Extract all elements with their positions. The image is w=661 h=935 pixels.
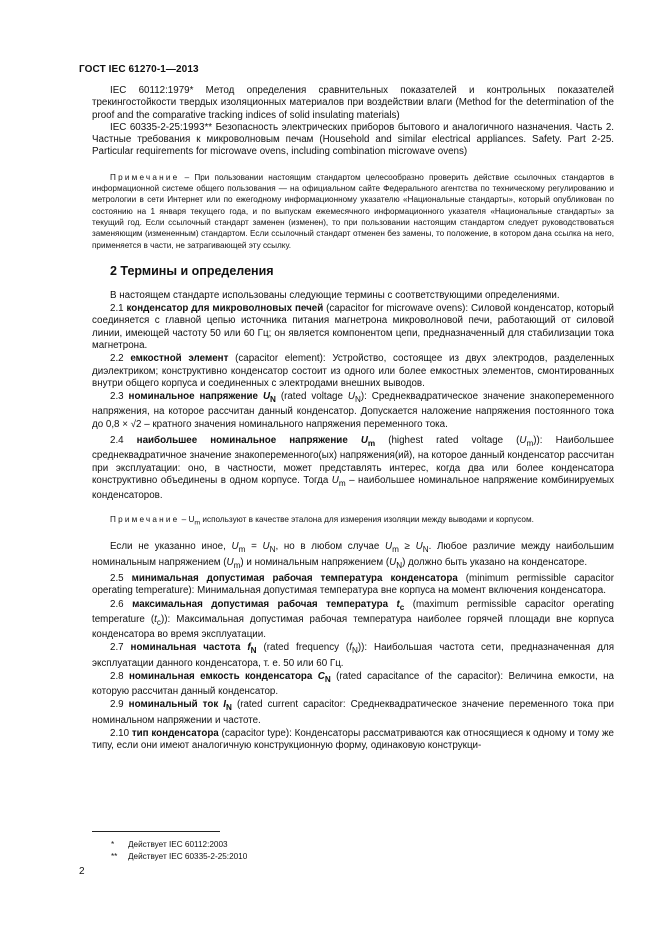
term-name: емкостной элемент [130, 353, 229, 365]
reference-iec-60112: IEC 60112:1979* Метод определения сравнительных показателей и контрольных показателей трекингостойкости твердых изоляционных материалов при воздействии влаги (Method for the determination of the proof and the comparative tracking indices of solid insulating materials) [92, 85, 614, 121]
symbol: U [262, 391, 271, 403]
note-label: Примечание [110, 515, 180, 525]
section-intro: В настоящем стандарте использованы следующие термины с соответствующими определениями. [110, 289, 560, 301]
term-2-7: 2.7 номинальная частота $f_N$ (rated frequency $(f_N)$): Наибольшая частота сети, предназначенная для эксплуатации данного конденсатора, т. е. 50 или 60 Гц. [92, 642, 615, 669]
document-header: ГОСТ IEC 61270-1—2013 [79, 64, 199, 75]
term-name: номинальная емкость конденсатора [129, 670, 313, 682]
term-2-2: 2.2 емкостной элемент (capacitor element): Устройство, состоящее из двух электродов, разделенных диэлектриком; конструктивно конденсатор состоит из одного или более емкостных элементов, смонтированных внутри общего корпуса и соединенных с электродами внешних выводов. [92, 353, 615, 389]
term-name: минимальная допустимая рабочая температура конденсатора [131, 572, 458, 584]
term-name: наибольшее номинальное напряжение [136, 435, 348, 447]
term-name: тип конденсатора [131, 727, 219, 739]
symbol: t [396, 598, 400, 610]
term-2-1: 2.1 конденсатор для микроволновых печей (capacitor for microwave ovens): Силовой конденсатор, который соединяется с главной цепью источника питания магнетрона микроволновой печи, работающий от силовой линии, имеющей частоту 50 или 60 Гц; он является компонентом цепи, предназначенный для стабилизации тока магнетрона. [92, 303, 614, 352]
note-reference-standards [92, 172, 614, 251]
note-label: Примечание [110, 172, 180, 182]
symbol: f [247, 642, 251, 654]
term-2-9: 2.9 номинальный ток $I_N$ (rated current capacitor: Среднеквадратическое значение переменного тока при номинальном напряжении и частоте. [92, 699, 614, 726]
page-number: 2 [79, 866, 85, 877]
term-2-6: 2.6 максимальная допустимая рабочая температура $t_c$ (maximum permissible capacitor operating temperature $(t_c)$): Максимальная допустимая рабочая температура наиболее горячей площади вне корпуса конденсатора во время эксплуатации. [92, 598, 614, 640]
main-content [92, 85, 614, 753]
term-name: максимальная допустимая рабочая температура [132, 598, 389, 610]
term-name: номинальная частота [130, 642, 241, 654]
term-2-5: 2.5 минимальная допустимая рабочая температура конденсатора (minimum permissible capacitor operating temperature): Минимальная допустимая температура вне корпуса на момент включения конденсатора. [92, 572, 615, 597]
term-name: номинальный ток [128, 699, 219, 711]
term-2-8: 2.8 номинальная емкость конденсатора $C_N$ (rated capacitance of the capacitor): Величина емкости, на которую рассчитан данный конденсатор. [92, 670, 614, 698]
term-name: номинальное напряжение [128, 391, 258, 403]
footnote-divider [92, 831, 220, 832]
section-title: 2 Термины и определения [110, 263, 274, 278]
term-2-4: 2.4 наибольшее номинальное напряжение $U_m$ (highest rated voltage $(U_m)$): Наибольшее среднеквадратичное значение знакопеременного(ых) напряжения(ий), на которое данный конденсатор рассчитан при эксплуатации: оно, в частности, может представлять интерес, когда два или более конденсатора конструктивно объединены в одном корпусе. Тогда $U_m$ – наибольшее номинальное напряжение комбинируемых конденсаторов. [92, 435, 614, 502]
term-2-3: 2.3 номинальное напряжение $U_N$ (rated voltage $U_N$): Среднеквадратическое значение знакопеременного напряжения, на которое рассчитан данный конденсатор. Допускается наложение напряжения постоянного тока до 0,8 × √2 – кратного значения номинального напряжения переменного тока. [92, 391, 614, 430]
footnote: * Действует IEC 60112:2003 [111, 840, 228, 849]
footnotes [111, 839, 247, 862]
paragraph-um-un: Если не указанно иное, $U_m = U_N$, но в любом случае $U_m \ge U_N$. Любое различие между наибольшим номинальным напряжением $(U_m)$ и номинальным напряжением $(U_N)$ должно быть указано на конденсаторе. [92, 541, 614, 570]
footnote: ** Действует IEC 60335-2-25:2010 [111, 851, 248, 861]
symbol: C [317, 670, 325, 682]
reference-iec-60335: IEC 60335-2-25:1993** Безопасность электрических приборов бытового и аналогичного назначения. Часть 2. Частные требования к микроволновым печам (Household and similar electrical appliances. Safety. Part 2-25. Particular requirements for microwave ovens, including combination microwave ovens) [92, 121, 614, 158]
note-um: Примечание – $U_m$ используют в качестве эталона для измерения изоляции между выводами и корпусом. [110, 515, 534, 528]
sqrt-symbol: √2 [130, 418, 142, 430]
term-2-10: 2.10 тип конденсатора (capacitor type): Конденсаторы рассматриваются как относящиеся к одному и тому же типу, если они имеют аналогичную конструкционную форму, одинаковую конструкци- [92, 727, 614, 752]
term-name: конденсатор для микроволновых печей [126, 303, 324, 315]
symbol: U [360, 435, 368, 447]
note-text: – При пользовании настоящим стандартом целесообразно проверить действие ссылочных стандартов в информационной системе общего пользования — на официальном сайте Федерального агентства по техническому регулированию и метрологии в сети Интернет или по ежегодному информационному указателю «Национальные стандарты», который опубликован по состоянию на 1 января текущего года, и по выпускам ежемесячного информационного указателя «Национальные стандарты» за текущий год. Если ссылочный стандарт заменен (изменен), то при пользовании настоящим стандартом следует руководствоваться заменяющим (измененным) стандартом. Если ссылочный стандарт отменен без замены, то положение, в котором дана ссылка на него, применяется в части, не затрагивающей эту ссылку. [92, 172, 614, 250]
symbol: I [223, 699, 227, 711]
